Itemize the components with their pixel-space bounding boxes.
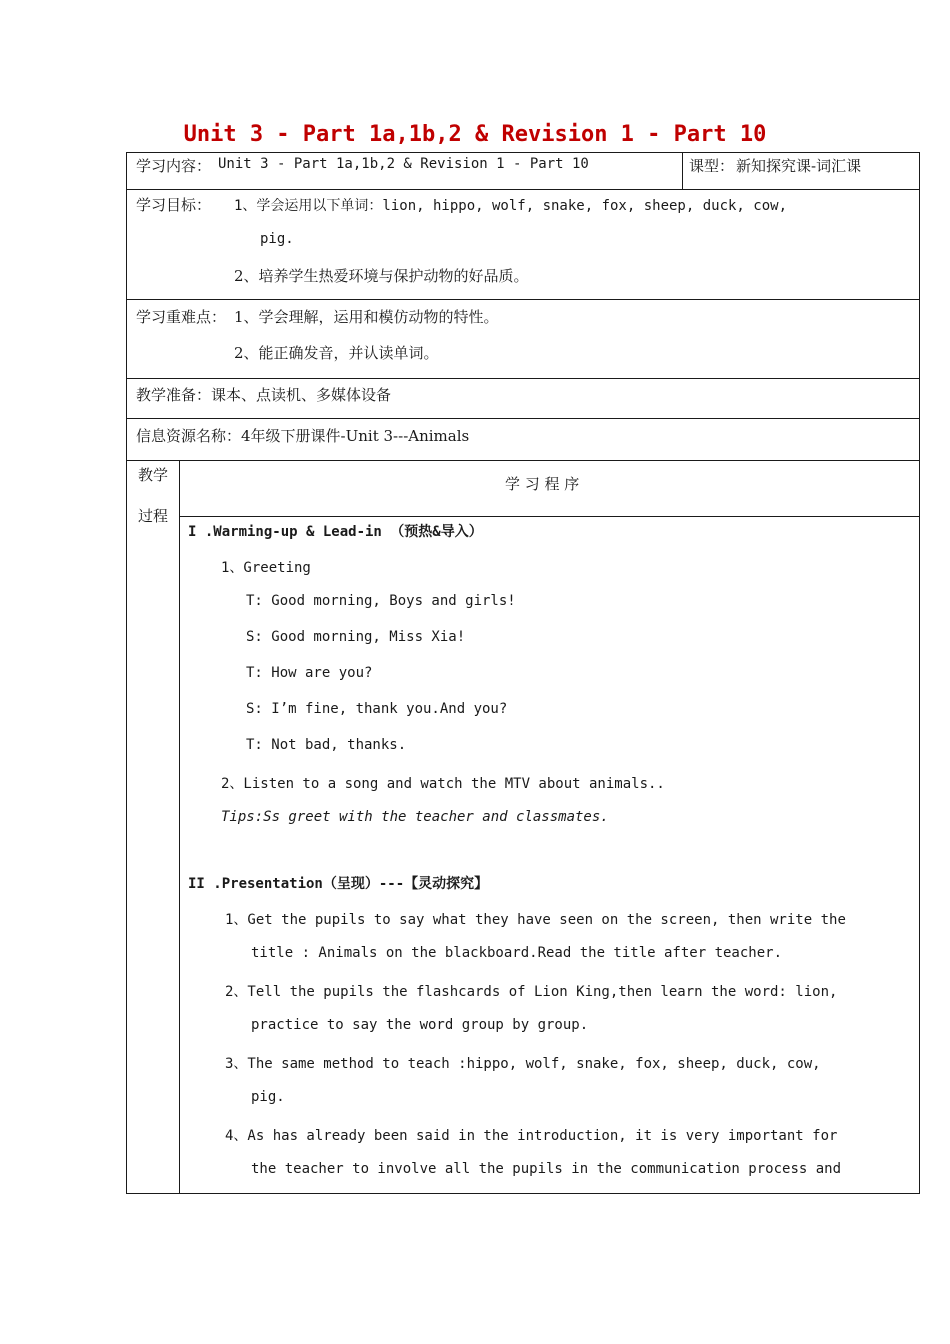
lesson-plan-table xyxy=(126,152,920,1194)
process-header: 学 习 程 序 xyxy=(505,475,580,493)
goal-item-1: 1、学会运用以下单词：lion, hippo, wolf, snake, fox, sheep, duck, cow, xyxy=(234,198,788,214)
preparation-text: 教学准备：课本、点读机、多媒体设备 xyxy=(136,386,392,404)
section1-line: T: Good morning, Boys and girls! xyxy=(246,593,516,609)
focus-item-1: 1、学会理解，运用和模仿动物的特性。 xyxy=(234,308,499,326)
process-header-divider xyxy=(180,516,920,517)
lesson-type-label: 课型： xyxy=(689,157,735,175)
process-side-label-2: 过程 xyxy=(138,507,169,525)
row-divider xyxy=(126,418,920,419)
goal-item-2: 2、培养学生热爱环境与保护动物的好品质。 xyxy=(234,267,529,285)
table-border-top xyxy=(126,152,920,153)
section1-line: T: Not bad, thanks. xyxy=(246,737,407,753)
focus-label: 学习重难点： xyxy=(136,308,227,326)
row-divider xyxy=(126,460,920,461)
row-divider xyxy=(126,189,920,190)
section1-tips: Tips:Ss greet with the teacher and classmates. xyxy=(221,809,609,825)
table-border-left xyxy=(126,152,127,1194)
section1-line: 2、Listen to a song and watch the MTV about animals.. xyxy=(221,776,665,792)
section2-line: 3、The same method to teach :hippo, wolf, snake, fox, sheep, duck, cow, xyxy=(225,1056,821,1072)
section1-line: T: How are you? xyxy=(246,665,373,681)
section2-line: practice to say the word group by group. xyxy=(251,1017,589,1033)
section2-line: 1、Get the pupils to say what they have seen on the screen, then write the xyxy=(225,912,846,928)
resource-text: 信息资源名称：4年级下册课件-Unit 3---Animals xyxy=(136,427,470,445)
table-border-bottom xyxy=(126,1193,920,1194)
goal-item-1-continued: pig. xyxy=(260,231,294,247)
type-column-divider xyxy=(682,152,683,190)
row-divider xyxy=(126,299,920,300)
table-border-right xyxy=(919,152,920,1194)
content-value: Unit 3 - Part 1a,1b,2 & Revision 1 - Part 10 xyxy=(218,156,589,172)
focus-item-2: 2、能正确发音，并认读单词。 xyxy=(234,344,439,362)
section1-line: S: I’m fine, thank you.And you? xyxy=(246,701,508,717)
section2-line: 4、As has already been said in the introduction, it is very important for xyxy=(225,1128,838,1144)
section2-line: pig. xyxy=(251,1089,285,1105)
content-label: 学习内容： xyxy=(136,157,212,175)
section2-heading: II .Presentation（呈现）---【灵动探究】 xyxy=(188,876,489,892)
process-column-divider xyxy=(179,460,180,1194)
process-side-label-1: 教学 xyxy=(138,466,169,484)
document-title: Unit 3 - Part 1a,1b,2 & Revision 1 - Part 10 xyxy=(183,122,767,147)
section2-line: the teacher to involve all the pupils in the communication process and xyxy=(251,1161,842,1177)
section2-line: title : Animals on the blackboard.Read the title after teacher. xyxy=(251,945,783,961)
section2-line: 2、Tell the pupils the flashcards of Lion King,then learn the word: lion, xyxy=(225,984,838,1000)
section1-line: S: Good morning, Miss Xia! xyxy=(246,629,466,645)
row-divider xyxy=(126,378,920,379)
section1-line: 1、Greeting xyxy=(221,560,311,576)
section1-heading: I .Warming-up & Lead-in （预热&导入） xyxy=(188,524,483,540)
lesson-type-value: 新知探究课-词汇课 xyxy=(736,157,862,175)
goals-label: 学习目标： xyxy=(136,196,212,214)
